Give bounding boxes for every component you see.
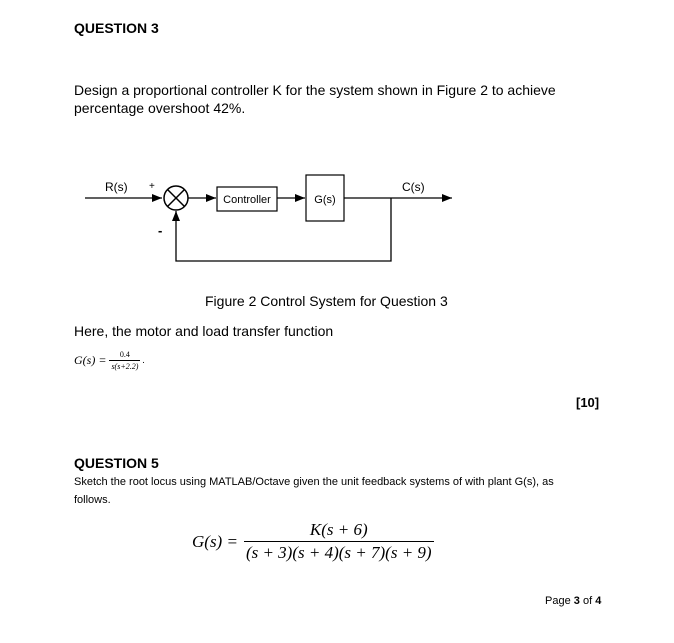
page-word: Page (545, 595, 571, 607)
q3-tf-numerator: 0.4 (119, 350, 130, 359)
feedback-path (176, 198, 391, 261)
q3-transfer-function (74, 350, 145, 371)
q3-tf-fraction (109, 350, 140, 371)
page-total: 4 (595, 595, 602, 607)
question-5-text-line2: follows. (74, 494, 111, 506)
question-3-text-line2: percentage overshoot 42%. (74, 100, 246, 116)
plus-sign: + (149, 181, 155, 192)
q3-tf-lhs: G(s) = (74, 353, 107, 367)
page-footer (545, 595, 601, 607)
q5-tf-lhs: G(s) = (192, 531, 238, 551)
q5-transfer-function (192, 520, 434, 563)
question-5-title: QUESTION 5 (74, 455, 159, 471)
of-word: of (582, 595, 593, 607)
q5-tf-numerator: K(s + 6) (309, 520, 368, 539)
question-3-text-line1: Design a proportional controller K for the system shown in Figure 2 to achieve (74, 82, 556, 98)
input-label: R(s) (105, 180, 128, 194)
minus-sign: - (158, 223, 163, 238)
output-label: C(s) (402, 180, 425, 194)
question-5-text-line1: Sketch the root locus using MATLAB/Octave given the unit feedback systems of with plant G(s), as (74, 476, 554, 488)
q3-tf-denominator: s(s+2.2) (111, 362, 139, 371)
here-text: Here, the motor and load transfer function (74, 323, 334, 339)
plant-label: G(s) (314, 194, 336, 206)
q5-tf-denominator: (s + 3)(s + 4)(s + 7)(s + 9) (245, 543, 432, 562)
question-3-title: QUESTION 3 (74, 20, 159, 36)
summing-junction (164, 186, 188, 210)
figure-caption: Figure 2 Control System for Question 3 (205, 293, 448, 309)
q3-tf-period: . (142, 354, 145, 365)
page-number: 3 (573, 595, 580, 607)
q5-tf-fraction (244, 520, 434, 563)
question-3-marks: [10] (576, 395, 600, 410)
controller-label: Controller (223, 194, 271, 206)
